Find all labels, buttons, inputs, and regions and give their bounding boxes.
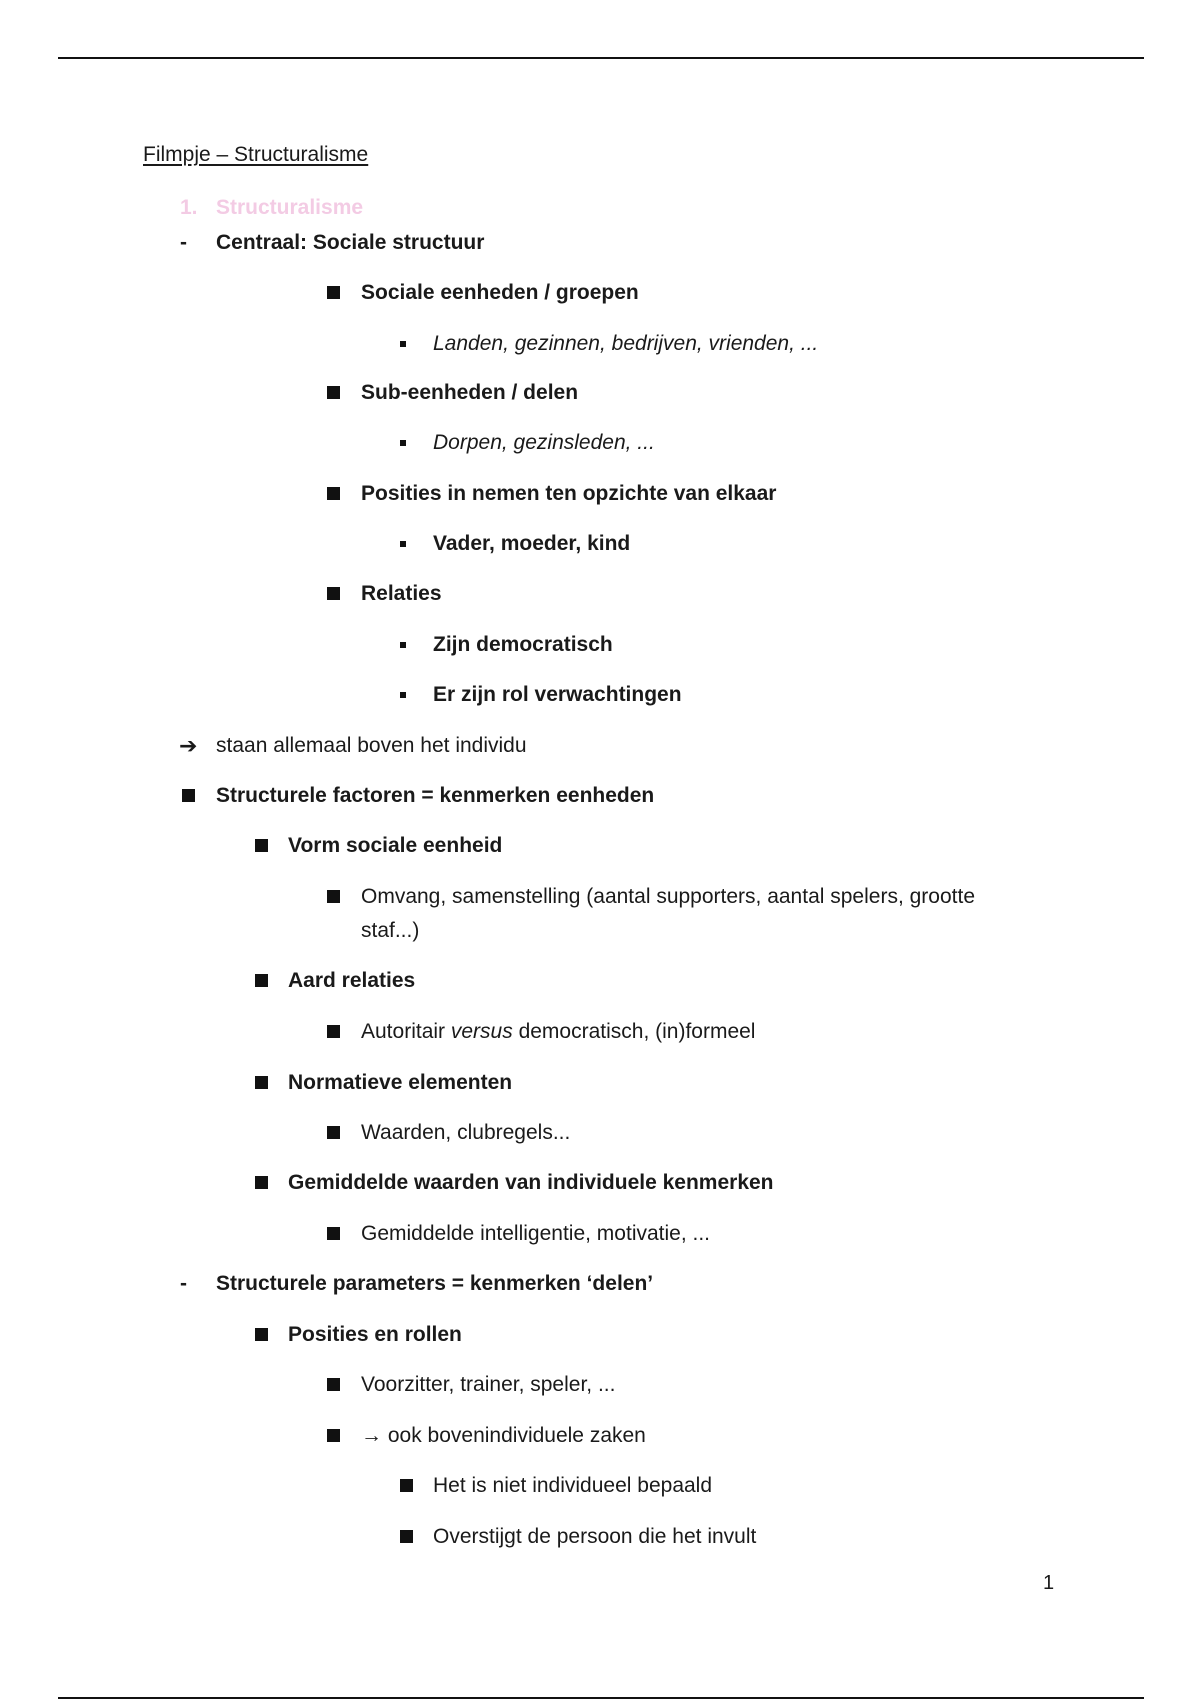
list-item-text: Voorzitter, trainer, speler, ... — [361, 1373, 616, 1396]
dash-bullet: - — [180, 1272, 187, 1295]
square-bullet-icon — [327, 386, 340, 399]
list-item-text: Aard relaties — [288, 969, 416, 992]
list-item-text: Gemiddelde waarden van individuele kenmerken — [288, 1171, 774, 1194]
list-item-text: Er zijn rol verwachtingen — [433, 683, 682, 706]
arrow-right-icon: ➔ — [179, 733, 198, 758]
arrow-right-icon: → — [361, 1424, 382, 1447]
list-item-text — [361, 1419, 646, 1453]
list-item-text: Gemiddelde intelligentie, motivatie, ... — [361, 1222, 711, 1245]
document-title: Filmpje – Structuralisme — [143, 143, 369, 166]
page-number: 1 — [1043, 1572, 1055, 1594]
square-bullet-icon — [255, 1176, 268, 1189]
square-bullet-icon — [255, 1328, 268, 1341]
list-item-text: Vorm sociale eenheid — [288, 834, 503, 857]
header-rule — [58, 57, 1144, 59]
square-bullet-icon — [255, 974, 268, 987]
list-item-text: Dorpen, gezinsleden, ... — [433, 431, 655, 454]
list-item-text: Normatieve elementen — [288, 1071, 513, 1094]
text-segment: democratisch, (in)formeel — [512, 1020, 756, 1043]
square-bullet-icon — [327, 1378, 340, 1391]
footer-rule — [58, 1697, 1144, 1699]
text-segment-italic: versus — [450, 1020, 513, 1043]
list-item-text: Zijn democratisch — [433, 633, 613, 656]
list-item-text: Relaties — [361, 582, 442, 605]
square-bullet-icon — [327, 286, 340, 299]
square-bullet-icon — [327, 587, 340, 600]
square-bullet-icon — [400, 1530, 413, 1543]
square-bullet-icon — [400, 1479, 413, 1492]
small-square-bullet-icon — [400, 440, 406, 446]
list-item-text: Posities in nemen ten opzichte van elkaar — [361, 482, 777, 505]
small-square-bullet-icon — [400, 541, 406, 547]
square-bullet-icon — [327, 487, 340, 500]
text-segment: Autoritair — [361, 1020, 451, 1043]
list-number: 1. — [180, 196, 198, 219]
square-bullet-icon — [255, 1076, 268, 1089]
square-bullet-icon — [327, 1025, 340, 1038]
list-item-text: Waarden, clubregels... — [361, 1121, 571, 1144]
list-item-text: Overstijgt de persoon die het invult — [433, 1525, 757, 1548]
list-item-text: Het is niet individueel bepaald — [433, 1474, 713, 1497]
list-item-text: Vader, moeder, kind — [433, 532, 631, 555]
list-item-text: staf...) — [361, 919, 420, 942]
dash-bullet: - — [180, 231, 187, 254]
square-bullet-icon — [327, 890, 340, 903]
list-item-text — [361, 1015, 755, 1049]
square-bullet-icon — [327, 1429, 340, 1442]
list-item-text: Structurele parameters = kenmerken ‘delen’ — [216, 1272, 654, 1295]
section-heading: Structuralisme — [216, 196, 364, 219]
square-bullet-icon — [255, 839, 268, 852]
list-item-text: Centraal: Sociale structuur — [216, 231, 485, 254]
square-bullet-icon — [327, 1227, 340, 1240]
square-bullet-icon — [327, 1126, 340, 1139]
square-bullet-icon — [182, 789, 195, 802]
list-item-text: Sub-eenheden / delen — [361, 381, 579, 404]
list-item-text: staan allemaal boven het individu — [216, 734, 527, 757]
small-square-bullet-icon — [400, 692, 406, 698]
small-square-bullet-icon — [400, 642, 406, 648]
small-square-bullet-icon — [400, 341, 406, 347]
list-item-text: Structurele factoren = kenmerken eenheden — [216, 784, 655, 807]
list-item-text: Landen, gezinnen, bedrijven, vrienden, ... — [433, 332, 819, 355]
list-item-text: Posities en rollen — [288, 1323, 462, 1346]
list-item-text: Sociale eenheden / groepen — [361, 281, 639, 304]
text-segment: ook bovenindividuele zaken — [387, 1424, 646, 1447]
list-item-text: Omvang, samenstelling (aantal supporters, aantal spelers, grootte — [361, 885, 975, 908]
